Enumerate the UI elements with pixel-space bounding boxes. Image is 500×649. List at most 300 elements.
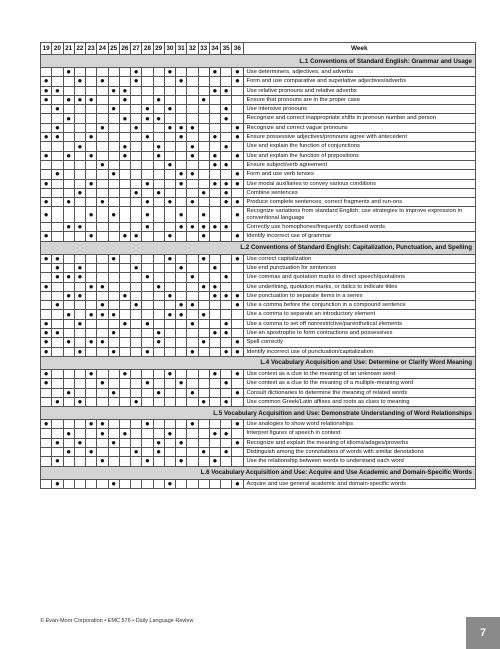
empty-cell [41, 447, 52, 456]
empty-cell [232, 105, 243, 114]
practice-dot: ● [63, 114, 74, 123]
practice-dot: ● [86, 151, 97, 160]
practice-dot: ● [41, 133, 52, 142]
empty-cell [74, 151, 85, 160]
empty-cell [209, 198, 220, 207]
empty-cell [198, 301, 209, 310]
practice-dot: ● [41, 198, 52, 207]
empty-cell [187, 114, 198, 123]
empty-cell [52, 207, 63, 223]
practice-dot: ● [221, 142, 232, 151]
empty-cell [164, 114, 175, 123]
empty-cell [74, 457, 85, 466]
empty-cell [63, 479, 74, 488]
empty-cell [63, 179, 74, 188]
week-number-header: 33 [198, 43, 209, 55]
empty-cell [221, 263, 232, 272]
empty-cell [142, 170, 153, 179]
practice-dot: ● [153, 151, 164, 160]
practice-dot: ● [119, 429, 130, 438]
empty-cell [74, 254, 85, 263]
empty-cell [221, 151, 232, 160]
practice-dot: ● [108, 310, 119, 319]
practice-dot: ● [198, 232, 209, 241]
skill-row [41, 338, 476, 347]
empty-cell [142, 77, 153, 86]
empty-cell [209, 273, 220, 282]
empty-cell [74, 207, 85, 223]
empty-cell [164, 301, 175, 310]
empty-cell [131, 151, 142, 160]
empty-cell [164, 388, 175, 397]
empty-cell [63, 457, 74, 466]
empty-cell [221, 133, 232, 142]
empty-cell [63, 438, 74, 447]
empty-cell [209, 232, 220, 241]
empty-cell [209, 77, 220, 86]
empty-cell [131, 338, 142, 347]
skill-label: Use a comma to separate an introductory element [243, 310, 476, 319]
practice-dot: ● [74, 291, 85, 300]
empty-cell [221, 95, 232, 104]
practice-dot: ● [142, 207, 153, 223]
empty-cell [131, 438, 142, 447]
empty-cell [86, 263, 97, 272]
empty-cell [153, 223, 164, 232]
practice-dot: ● [198, 223, 209, 232]
practice-dot: ● [142, 105, 153, 114]
practice-dot: ● [74, 77, 85, 86]
practice-dot: ● [164, 369, 175, 378]
practice-dot: ● [187, 123, 198, 132]
practice-dot: ● [97, 429, 108, 438]
practice-dot: ● [63, 68, 74, 77]
empty-cell [63, 86, 74, 95]
practice-dot: ● [232, 232, 243, 241]
practice-dot: ● [232, 179, 243, 188]
empty-cell [131, 420, 142, 429]
empty-cell [108, 133, 119, 142]
practice-dot: ● [41, 282, 52, 291]
practice-dot: ● [52, 263, 63, 272]
empty-cell [119, 301, 130, 310]
empty-cell [97, 447, 108, 456]
practice-dot: ● [52, 329, 63, 338]
practice-dot: ● [187, 273, 198, 282]
empty-cell [86, 479, 97, 488]
empty-cell [164, 133, 175, 142]
practice-dot: ● [187, 319, 198, 328]
empty-cell [164, 347, 175, 356]
empty-cell [74, 301, 85, 310]
practice-dot: ● [108, 438, 119, 447]
practice-dot: ● [176, 457, 187, 466]
empty-cell [153, 310, 164, 319]
empty-cell [142, 310, 153, 319]
skill-label: Use determiners, adjectives, and adverbs [243, 68, 476, 77]
empty-cell [198, 347, 209, 356]
practice-dot: ● [209, 291, 220, 300]
practice-dot: ● [209, 329, 220, 338]
practice-dot: ● [41, 338, 52, 347]
empty-cell [198, 263, 209, 272]
practice-dot: ● [97, 123, 108, 132]
empty-cell [131, 179, 142, 188]
empty-cell [74, 369, 85, 378]
practice-dot: ● [142, 223, 153, 232]
empty-cell [52, 282, 63, 291]
section-header-row [41, 241, 476, 254]
practice-dot: ● [221, 114, 232, 123]
skill-label: Use commas and quotation marks in direct speech/quotations [243, 273, 476, 282]
skill-row [41, 114, 476, 123]
empty-cell [198, 142, 209, 151]
practice-dot: ● [108, 347, 119, 356]
practice-dot: ● [52, 123, 63, 132]
practice-dot: ● [232, 438, 243, 447]
practice-dot: ● [63, 310, 74, 319]
empty-cell [86, 198, 97, 207]
empty-cell [86, 429, 97, 438]
empty-cell [97, 479, 108, 488]
skill-label: Use and explain the function of prepositions [243, 151, 476, 160]
empty-cell [63, 188, 74, 197]
week-number-header: 32 [187, 43, 198, 55]
empty-cell [142, 188, 153, 197]
practice-dot: ● [119, 86, 130, 95]
empty-cell [176, 388, 187, 397]
empty-cell [119, 273, 130, 282]
empty-cell [176, 151, 187, 160]
empty-cell [63, 77, 74, 86]
practice-dot: ● [176, 207, 187, 223]
practice-dot: ● [153, 329, 164, 338]
practice-dot: ● [41, 319, 52, 328]
empty-cell [74, 447, 85, 456]
empty-cell [131, 457, 142, 466]
practice-dot: ● [63, 291, 74, 300]
practice-dot: ● [198, 188, 209, 197]
empty-cell [52, 151, 63, 160]
empty-cell [119, 160, 130, 169]
empty-cell [142, 86, 153, 95]
practice-dot: ● [119, 319, 130, 328]
empty-cell [198, 68, 209, 77]
practice-dot: ● [52, 133, 63, 142]
practice-dot: ● [209, 86, 220, 95]
practice-dot: ● [131, 232, 142, 241]
practice-dot: ● [74, 397, 85, 406]
practice-dot: ● [232, 347, 243, 356]
empty-cell [74, 160, 85, 169]
empty-cell [142, 282, 153, 291]
empty-cell [232, 86, 243, 95]
empty-cell [97, 273, 108, 282]
empty-cell [142, 263, 153, 272]
empty-cell [86, 397, 97, 406]
week-number-header: 22 [74, 43, 85, 55]
practice-dot: ● [198, 254, 209, 263]
empty-cell [209, 114, 220, 123]
scope-and-sequence-table [40, 42, 476, 489]
empty-cell [153, 232, 164, 241]
section-title: L.2 Conventions of Standard English: Capitalization, Punctuation, and Spelling [41, 241, 476, 254]
practice-dot: ● [232, 301, 243, 310]
practice-dot: ● [187, 301, 198, 310]
practice-dot: ● [108, 207, 119, 223]
empty-cell [86, 86, 97, 95]
empty-cell [108, 151, 119, 160]
empty-cell [187, 160, 198, 169]
week-number-header: 23 [86, 43, 97, 55]
practice-dot: ● [221, 429, 232, 438]
empty-cell [97, 133, 108, 142]
empty-cell [153, 369, 164, 378]
empty-cell [187, 438, 198, 447]
practice-dot: ● [232, 369, 243, 378]
practice-dot: ● [221, 188, 232, 197]
practice-dot: ● [131, 397, 142, 406]
empty-cell [41, 114, 52, 123]
practice-dot: ● [142, 319, 153, 328]
empty-cell [131, 329, 142, 338]
empty-cell [131, 379, 142, 388]
empty-cell [119, 329, 130, 338]
empty-cell [63, 263, 74, 272]
empty-cell [41, 291, 52, 300]
empty-cell [232, 223, 243, 232]
empty-cell [108, 397, 119, 406]
empty-cell [209, 95, 220, 104]
empty-cell [153, 379, 164, 388]
empty-cell [63, 160, 74, 169]
week-number-header: 21 [63, 43, 74, 55]
skill-label: Use underlining, quotation marks, or italics to indicate titles [243, 282, 476, 291]
empty-cell [131, 142, 142, 151]
empty-cell [187, 429, 198, 438]
empty-cell [176, 105, 187, 114]
empty-cell [119, 207, 130, 223]
practice-dot: ● [63, 223, 74, 232]
practice-dot: ● [108, 479, 119, 488]
empty-cell [108, 142, 119, 151]
empty-cell [108, 188, 119, 197]
empty-cell [221, 420, 232, 429]
empty-cell [97, 397, 108, 406]
practice-dot: ● [221, 179, 232, 188]
week-number-header: 24 [97, 43, 108, 55]
practice-dot: ● [97, 301, 108, 310]
skill-label: Recognize and explain the meaning of idioms/adages/proverbs [243, 438, 476, 447]
empty-cell [52, 369, 63, 378]
empty-cell [63, 254, 74, 263]
empty-cell [108, 420, 119, 429]
empty-cell [52, 429, 63, 438]
empty-cell [52, 291, 63, 300]
skill-label: Use modal auxiliaries to convey various conditions [243, 179, 476, 188]
empty-cell [97, 291, 108, 300]
practice-dot: ● [187, 223, 198, 232]
empty-cell [52, 114, 63, 123]
empty-cell [63, 347, 74, 356]
empty-cell [86, 142, 97, 151]
empty-cell [63, 133, 74, 142]
empty-cell [176, 447, 187, 456]
empty-cell [86, 301, 97, 310]
practice-dot: ● [198, 95, 209, 104]
skill-row [41, 347, 476, 356]
empty-cell [176, 160, 187, 169]
practice-dot: ● [86, 310, 97, 319]
empty-cell [86, 388, 97, 397]
practice-dot: ● [153, 438, 164, 447]
empty-cell [108, 369, 119, 378]
empty-cell [164, 397, 175, 406]
empty-cell [131, 429, 142, 438]
empty-cell [142, 447, 153, 456]
section-header-row [41, 55, 476, 68]
empty-cell [176, 329, 187, 338]
skill-label: Use intensive pronouns [243, 105, 476, 114]
empty-cell [108, 114, 119, 123]
empty-cell [232, 319, 243, 328]
skill-label: Use and explain the function of conjunctions [243, 142, 476, 151]
practice-dot: ● [232, 77, 243, 86]
practice-dot: ● [63, 95, 74, 104]
practice-dot: ● [221, 379, 232, 388]
empty-cell [209, 338, 220, 347]
empty-cell [52, 77, 63, 86]
empty-cell [74, 123, 85, 132]
empty-cell [74, 479, 85, 488]
empty-cell [209, 207, 220, 223]
empty-cell [176, 369, 187, 378]
empty-cell [142, 160, 153, 169]
practice-dot: ● [74, 438, 85, 447]
empty-cell [176, 198, 187, 207]
skill-label: Recognize and correct vague pronouns [243, 123, 476, 132]
empty-cell [232, 114, 243, 123]
practice-dot: ● [232, 123, 243, 132]
practice-dot: ● [198, 338, 209, 347]
footer-credit: © Evan-Moor Corporation • EMC 576 • Daily Language Review [40, 618, 194, 624]
empty-cell [41, 388, 52, 397]
empty-cell [74, 198, 85, 207]
practice-dot: ● [142, 198, 153, 207]
skill-row [41, 77, 476, 86]
empty-cell [119, 420, 130, 429]
practice-dot: ● [142, 457, 153, 466]
practice-dot: ● [187, 142, 198, 151]
empty-cell [221, 123, 232, 132]
practice-dot: ● [153, 188, 164, 197]
empty-cell [153, 179, 164, 188]
practice-dot: ● [52, 479, 63, 488]
empty-cell [198, 379, 209, 388]
empty-cell [176, 347, 187, 356]
practice-dot: ● [52, 301, 63, 310]
empty-cell [176, 114, 187, 123]
practice-dot: ● [164, 479, 175, 488]
empty-cell [142, 369, 153, 378]
empty-cell [232, 329, 243, 338]
practice-dot: ● [108, 329, 119, 338]
practice-dot: ● [232, 479, 243, 488]
empty-cell [142, 151, 153, 160]
empty-cell [131, 319, 142, 328]
empty-cell [198, 114, 209, 123]
empty-cell [209, 447, 220, 456]
empty-cell [119, 457, 130, 466]
empty-cell [153, 77, 164, 86]
empty-cell [198, 388, 209, 397]
week-number-header: 25 [108, 43, 119, 55]
practice-dot: ● [74, 319, 85, 328]
practice-dot: ● [232, 254, 243, 263]
empty-cell [209, 397, 220, 406]
empty-cell [209, 170, 220, 179]
practice-dot: ● [209, 457, 220, 466]
empty-cell [119, 68, 130, 77]
empty-cell [97, 254, 108, 263]
practice-dot: ● [176, 170, 187, 179]
empty-cell [86, 123, 97, 132]
practice-dot: ● [164, 232, 175, 241]
empty-cell [187, 282, 198, 291]
empty-cell [142, 338, 153, 347]
empty-cell [164, 273, 175, 282]
empty-cell [86, 273, 97, 282]
empty-cell [41, 429, 52, 438]
skill-row [41, 188, 476, 197]
empty-cell [187, 254, 198, 263]
empty-cell [52, 188, 63, 197]
empty-cell [63, 369, 74, 378]
empty-cell [187, 479, 198, 488]
empty-cell [119, 397, 130, 406]
practice-dot: ● [164, 198, 175, 207]
practice-dot: ● [86, 207, 97, 223]
empty-cell [119, 438, 130, 447]
empty-cell [187, 397, 198, 406]
practice-dot: ● [142, 114, 153, 123]
practice-dot: ● [209, 282, 220, 291]
practice-dot: ● [97, 77, 108, 86]
empty-cell [41, 397, 52, 406]
practice-dot: ● [232, 68, 243, 77]
empty-cell [108, 429, 119, 438]
practice-dot: ● [52, 273, 63, 282]
empty-cell [74, 86, 85, 95]
empty-cell [187, 310, 198, 319]
empty-cell [142, 123, 153, 132]
empty-cell [41, 68, 52, 77]
empty-cell [63, 282, 74, 291]
empty-cell [232, 310, 243, 319]
empty-cell [108, 68, 119, 77]
empty-cell [176, 420, 187, 429]
empty-cell [97, 232, 108, 241]
empty-cell [131, 254, 142, 263]
skill-row [41, 310, 476, 319]
skill-label: Use relative pronouns and relative adverbs [243, 86, 476, 95]
practice-dot: ● [164, 105, 175, 114]
practice-dot: ● [86, 369, 97, 378]
empty-cell [153, 123, 164, 132]
empty-cell [97, 319, 108, 328]
empty-cell [97, 179, 108, 188]
empty-cell [187, 133, 198, 142]
